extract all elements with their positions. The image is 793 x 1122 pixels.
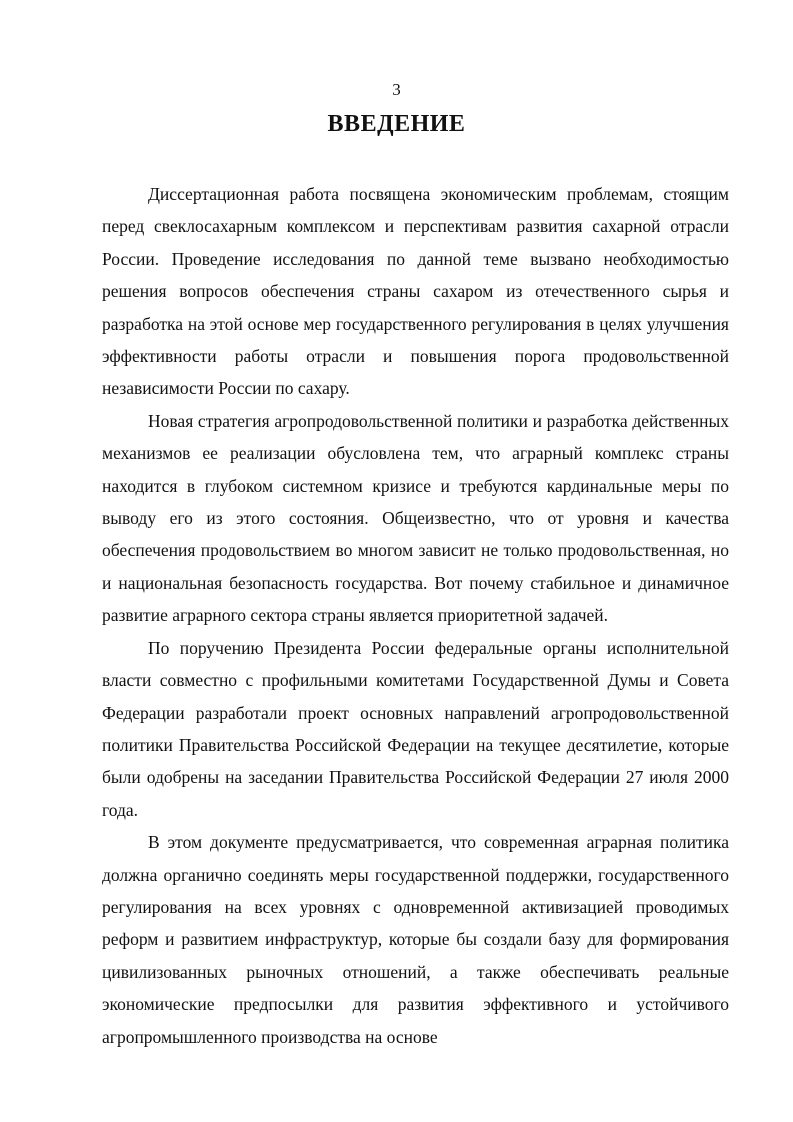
- paragraph-1: Диссертационная работа посвящена экономическим проблемам, стоящим перед свеклосахарным комплексом и перспективам развития сахарной отрасли России. Проведение исследования по данной теме вызвано необходимостью решения вопросов обеспечения страны сахаром из отечественного сырья и разработка на этой основе мер государственного регулирования в целях улучшения эффективности работы отрасли и повышения порога продовольственной независимости России по сахару.: [102, 184, 729, 399]
- section-title: ВВЕДЕНИЕ: [327, 111, 466, 137]
- page-number: 3: [392, 80, 401, 99]
- paragraph-3: По поручению Президента России федеральные органы исполнительной власти совместно с профильными комитетами Государственной Думы и Совета Федерации разработали проект основных направлений агропродовольственной политики Правительства Российской Федерации на текущее десятилетие, которые были одобрены на заседании Правительства Российской Федерации 27 июля 2000 года.: [102, 637, 729, 820]
- paragraph-2: Новая стратегия агропродовольственной политики и разработка действенных механизмов ее реализации обусловлена тем, что аграрный комплекс страны находится в глубоком системном кризисе и требуются кардинальные меры по выводу его из этого состояния. Общеизвестно, что от уровня и качества обеспечения продовольствием во многом зависит не только продовольственная, но и национальная безопасность государства. Вот почему стабильное и динамичное развитие аграрного сектора страны является приоритетной задачей.: [102, 410, 729, 626]
- paragraph-4: В этом документе предусматривается, что современная аграрная политика должна органично соединять меры государственной поддержки, государственного регулирования на всех уровнях с одновременной активизацией проводимых реформ и развитием инфраструктур, которые бы создали базу для формирования цивилизованных рыночных отношений, а также обеспечивать реальные экономические предпосылки для развития эффективного и устойчивого агропромышленного производства на основе: [102, 832, 729, 1047]
- body-text: [102, 178, 729, 1053]
